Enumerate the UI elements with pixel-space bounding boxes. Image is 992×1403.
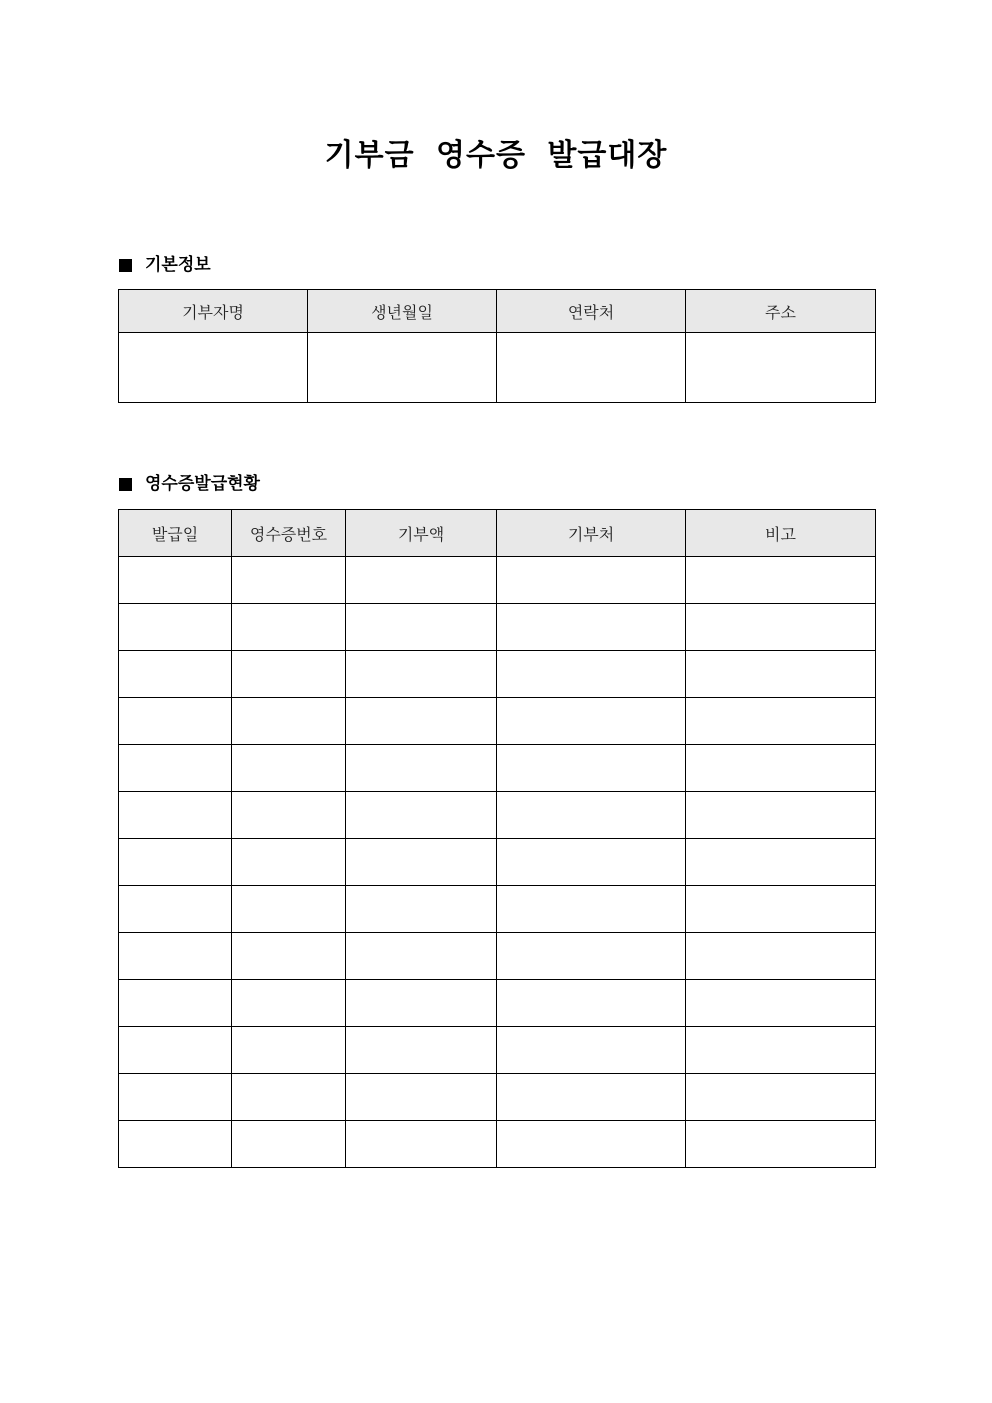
issue-date-cell[interactable] bbox=[119, 604, 232, 651]
donation-amount-cell[interactable] bbox=[346, 792, 497, 839]
table-row bbox=[119, 839, 876, 886]
table-row bbox=[119, 1121, 876, 1168]
issue-date-cell[interactable] bbox=[119, 1027, 232, 1074]
donation-recipient-cell[interactable] bbox=[497, 933, 686, 980]
table-row bbox=[119, 933, 876, 980]
table-row bbox=[119, 651, 876, 698]
issue-date-cell[interactable] bbox=[119, 557, 232, 604]
column-header-donation-amount: 기부액 bbox=[346, 510, 497, 557]
table-row bbox=[119, 604, 876, 651]
basic-info-table bbox=[118, 289, 876, 403]
donation-recipient-cell[interactable] bbox=[497, 886, 686, 933]
table-row bbox=[119, 792, 876, 839]
column-header-remarks: 비고 bbox=[686, 510, 876, 557]
column-header-address: 주소 bbox=[686, 290, 876, 333]
donation-amount-cell[interactable] bbox=[346, 1074, 497, 1121]
table-header-row bbox=[119, 290, 876, 333]
remarks-cell[interactable] bbox=[686, 651, 876, 698]
table-row bbox=[119, 886, 876, 933]
square-bullet-icon bbox=[119, 478, 132, 491]
donation-amount-cell[interactable] bbox=[346, 604, 497, 651]
issue-date-cell[interactable] bbox=[119, 745, 232, 792]
address-cell[interactable] bbox=[686, 333, 876, 403]
receipt-table-body bbox=[119, 557, 876, 1168]
table-row bbox=[119, 980, 876, 1027]
table-row bbox=[119, 333, 876, 403]
column-header-receipt-number: 영수증번호 bbox=[232, 510, 346, 557]
receipt-number-cell[interactable] bbox=[232, 792, 346, 839]
receipt-status-heading bbox=[119, 472, 260, 496]
receipt-number-cell[interactable] bbox=[232, 698, 346, 745]
donation-amount-cell[interactable] bbox=[346, 698, 497, 745]
donation-amount-cell[interactable] bbox=[346, 886, 497, 933]
remarks-cell[interactable] bbox=[686, 1027, 876, 1074]
remarks-cell[interactable] bbox=[686, 980, 876, 1027]
donor-name-cell[interactable] bbox=[119, 333, 308, 403]
donation-recipient-cell[interactable] bbox=[497, 604, 686, 651]
receipt-number-cell[interactable] bbox=[232, 1027, 346, 1074]
donation-recipient-cell[interactable] bbox=[497, 651, 686, 698]
remarks-cell[interactable] bbox=[686, 745, 876, 792]
issue-date-cell[interactable] bbox=[119, 1074, 232, 1121]
donation-amount-cell[interactable] bbox=[346, 980, 497, 1027]
donation-recipient-cell[interactable] bbox=[497, 792, 686, 839]
remarks-cell[interactable] bbox=[686, 1074, 876, 1121]
donation-amount-cell[interactable] bbox=[346, 1027, 497, 1074]
receipt-number-cell[interactable] bbox=[232, 1074, 346, 1121]
donation-recipient-cell[interactable] bbox=[497, 980, 686, 1027]
receipt-number-cell[interactable] bbox=[232, 604, 346, 651]
receipt-status-table bbox=[118, 509, 876, 1168]
receipt-number-cell[interactable] bbox=[232, 933, 346, 980]
column-header-issue-date: 발급일 bbox=[119, 510, 232, 557]
donation-amount-cell[interactable] bbox=[346, 933, 497, 980]
donation-amount-cell[interactable] bbox=[346, 745, 497, 792]
remarks-cell[interactable] bbox=[686, 698, 876, 745]
basic-info-heading-label: 기본정보 bbox=[145, 255, 211, 275]
receipt-number-cell[interactable] bbox=[232, 557, 346, 604]
table-row bbox=[119, 745, 876, 792]
remarks-cell[interactable] bbox=[686, 604, 876, 651]
issue-date-cell[interactable] bbox=[119, 933, 232, 980]
receipt-number-cell[interactable] bbox=[232, 651, 346, 698]
column-header-donor-name: 기부자명 bbox=[119, 290, 308, 333]
donation-amount-cell[interactable] bbox=[346, 1121, 497, 1168]
issue-date-cell[interactable] bbox=[119, 886, 232, 933]
column-header-donation-recipient: 기부처 bbox=[497, 510, 686, 557]
birthdate-cell[interactable] bbox=[308, 333, 497, 403]
issue-date-cell[interactable] bbox=[119, 839, 232, 886]
donation-recipient-cell[interactable] bbox=[497, 557, 686, 604]
issue-date-cell[interactable] bbox=[119, 651, 232, 698]
table-row bbox=[119, 1027, 876, 1074]
table-row bbox=[119, 1074, 876, 1121]
donation-recipient-cell[interactable] bbox=[497, 1027, 686, 1074]
document-title: 기부금 영수증 발급대장 bbox=[324, 138, 668, 173]
receipt-number-cell[interactable] bbox=[232, 839, 346, 886]
basic-info-heading bbox=[119, 253, 211, 277]
donation-amount-cell[interactable] bbox=[346, 839, 497, 886]
remarks-cell[interactable] bbox=[686, 1121, 876, 1168]
donation-recipient-cell[interactable] bbox=[497, 1074, 686, 1121]
table-row bbox=[119, 557, 876, 604]
donation-recipient-cell[interactable] bbox=[497, 839, 686, 886]
receipt-status-heading-label: 영수증발급현황 bbox=[145, 474, 260, 494]
issue-date-cell[interactable] bbox=[119, 792, 232, 839]
issue-date-cell[interactable] bbox=[119, 698, 232, 745]
donation-recipient-cell[interactable] bbox=[497, 1121, 686, 1168]
donation-recipient-cell[interactable] bbox=[497, 745, 686, 792]
remarks-cell[interactable] bbox=[686, 933, 876, 980]
donation-amount-cell[interactable] bbox=[346, 651, 497, 698]
donation-amount-cell[interactable] bbox=[346, 557, 497, 604]
receipt-number-cell[interactable] bbox=[232, 886, 346, 933]
issue-date-cell[interactable] bbox=[119, 1121, 232, 1168]
donation-recipient-cell[interactable] bbox=[497, 698, 686, 745]
column-header-contact: 연락처 bbox=[497, 290, 686, 333]
receipt-number-cell[interactable] bbox=[232, 980, 346, 1027]
column-header-birthdate: 생년월일 bbox=[308, 290, 497, 333]
contact-cell[interactable] bbox=[497, 333, 686, 403]
square-bullet-icon bbox=[119, 259, 132, 272]
issue-date-cell[interactable] bbox=[119, 980, 232, 1027]
table-header-row bbox=[119, 510, 876, 557]
remarks-cell[interactable] bbox=[686, 886, 876, 933]
receipt-number-cell[interactable] bbox=[232, 1121, 346, 1168]
remarks-cell[interactable] bbox=[686, 792, 876, 839]
remarks-cell[interactable] bbox=[686, 839, 876, 886]
remarks-cell[interactable] bbox=[686, 557, 876, 604]
table-row bbox=[119, 698, 876, 745]
receipt-number-cell[interactable] bbox=[232, 745, 346, 792]
